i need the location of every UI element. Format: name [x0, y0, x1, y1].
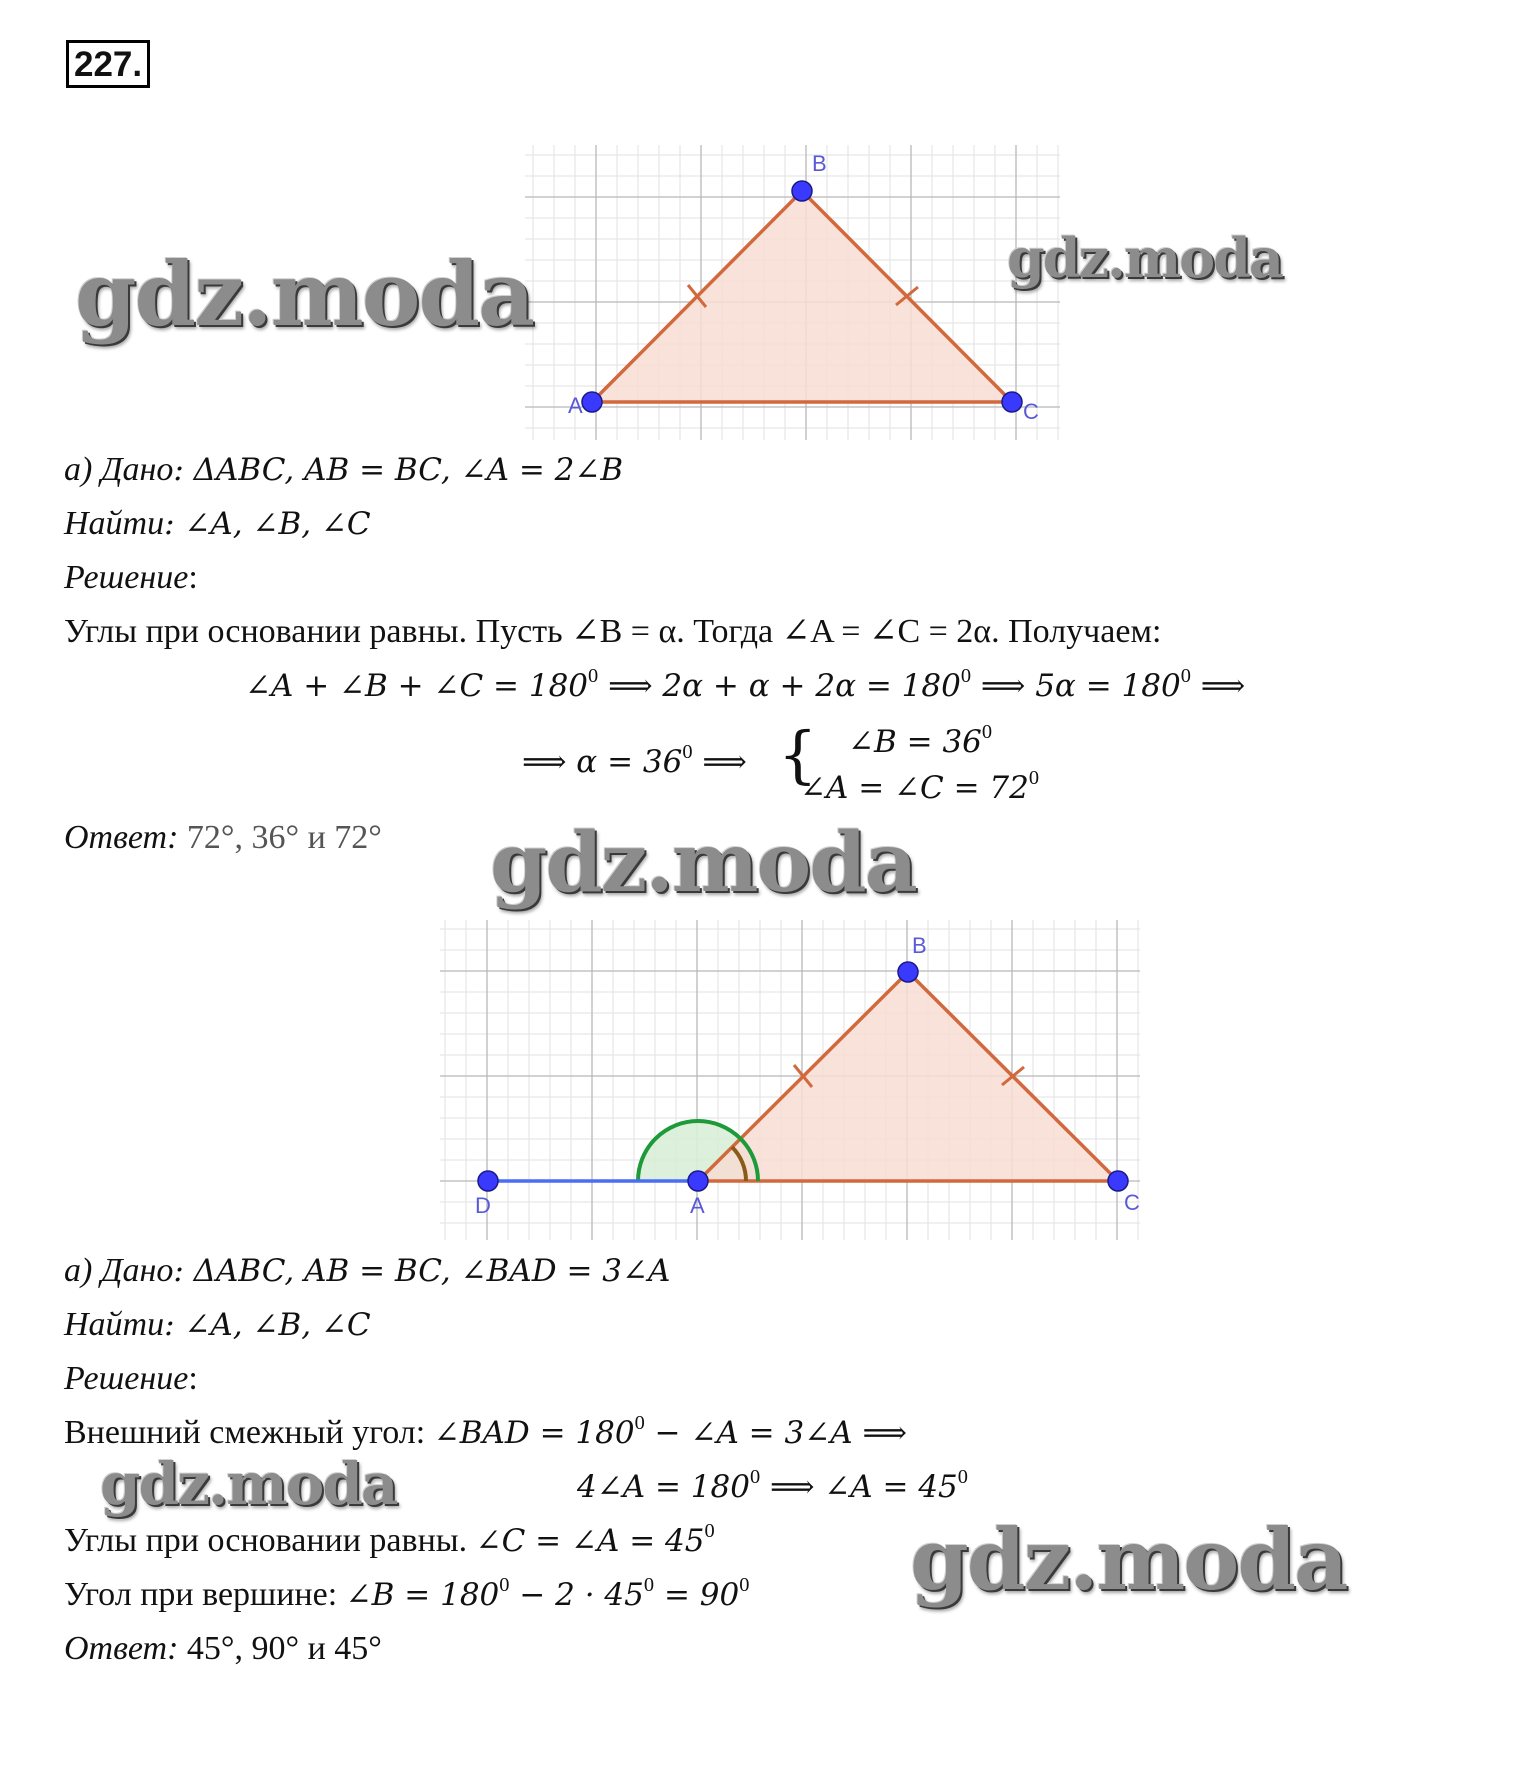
point-c-2: [1108, 1171, 1128, 1191]
part-a-eq1: ∠A + ∠B + ∠C = $180^0$ ⟹ $2\alpha + \alpha + 2\alpha = 180^0$ ⟹ $5\alpha = 180^0$ ⟹: [245, 665, 1246, 704]
part-a-given-text: : ΔABC, AB = BC, ∠A = 2∠B: [173, 452, 624, 488]
part-a-find-label: Найти: [64, 505, 165, 542]
watermark-2: gdz.moda: [1007, 226, 1282, 290]
label-c: C: [1023, 399, 1039, 424]
point-a: [582, 392, 602, 412]
part-a-system-1: ∠B = $36^0$: [848, 721, 993, 760]
label-c-2: C: [1124, 1190, 1140, 1215]
part-b-given: а) Дано: ΔABC, AB = BC, ∠BAD = 3∠A: [64, 1252, 671, 1289]
label-a: A: [568, 393, 583, 418]
point-d: [478, 1171, 498, 1191]
watermark-5: gdz.moda: [910, 1510, 1347, 1609]
part-b-text1: Внешний смежный угол: ∠BAD = $180^0$ − ∠A = 3∠A ⟹: [64, 1412, 907, 1451]
part-b-eq2: 4∠A = $180^0$ ⟹ ∠A = $45^0$: [577, 1466, 968, 1505]
part-b-answer: Ответ: 45°, 90° и 45°: [64, 1630, 382, 1667]
part-b-text2: Углы при основании равны. ∠C = ∠A = $45^0$: [64, 1520, 715, 1559]
part-a-find: [64, 504, 371, 544]
label-b: B: [812, 151, 827, 176]
label-b-2: B: [912, 933, 927, 958]
figure-2-triangle: [440, 920, 1140, 1240]
problem-number: 227.: [66, 40, 150, 88]
point-c: [1002, 392, 1022, 412]
part-a-solution: Решение:: [64, 559, 198, 596]
part-a-answer: Ответ: 72°, 36° и 72°: [64, 819, 382, 856]
triangle-abc: [592, 191, 1012, 402]
figure-1-triangle: [525, 145, 1060, 440]
system-brace: {: [778, 718, 818, 791]
part-a-eq2: ⟹ $\alpha = 36^0$ ⟹: [522, 741, 747, 780]
part-b-find: Найти: ∠A, ∠B, ∠C: [64, 1306, 371, 1343]
part-a-find-text: : ∠A, ∠B, ∠C: [164, 506, 371, 542]
figure-2-grid: [440, 920, 1140, 1240]
part-b-solution: Решение:: [64, 1360, 198, 1397]
point-b: [792, 181, 812, 201]
label-a-2: A: [690, 1193, 705, 1218]
watermark-4: gdz.moda: [100, 1450, 397, 1518]
point-a-2: [688, 1171, 708, 1191]
label-d: D: [475, 1193, 491, 1218]
part-a-given-label: а) Дано: [64, 451, 174, 488]
part-a-solution-label: Решение: [64, 559, 189, 596]
watermark-1: gdz.moda: [75, 242, 534, 346]
watermark-3: gdz.moda: [490, 815, 916, 911]
part-a-text1: Углы при основании равны. Пусть ∠B = α. Тогда ∠A = ∠C = 2α. Получаем:: [64, 613, 1162, 650]
part-b-text3: Угол при вершине: ∠B = $180^0 - 2 \cdot 45^0 = 90^0$: [64, 1574, 750, 1613]
part-a-system-2: ∠A = ∠C = $72^0$: [800, 767, 1040, 806]
part-a-given: [64, 450, 623, 490]
point-b-2: [898, 962, 918, 982]
